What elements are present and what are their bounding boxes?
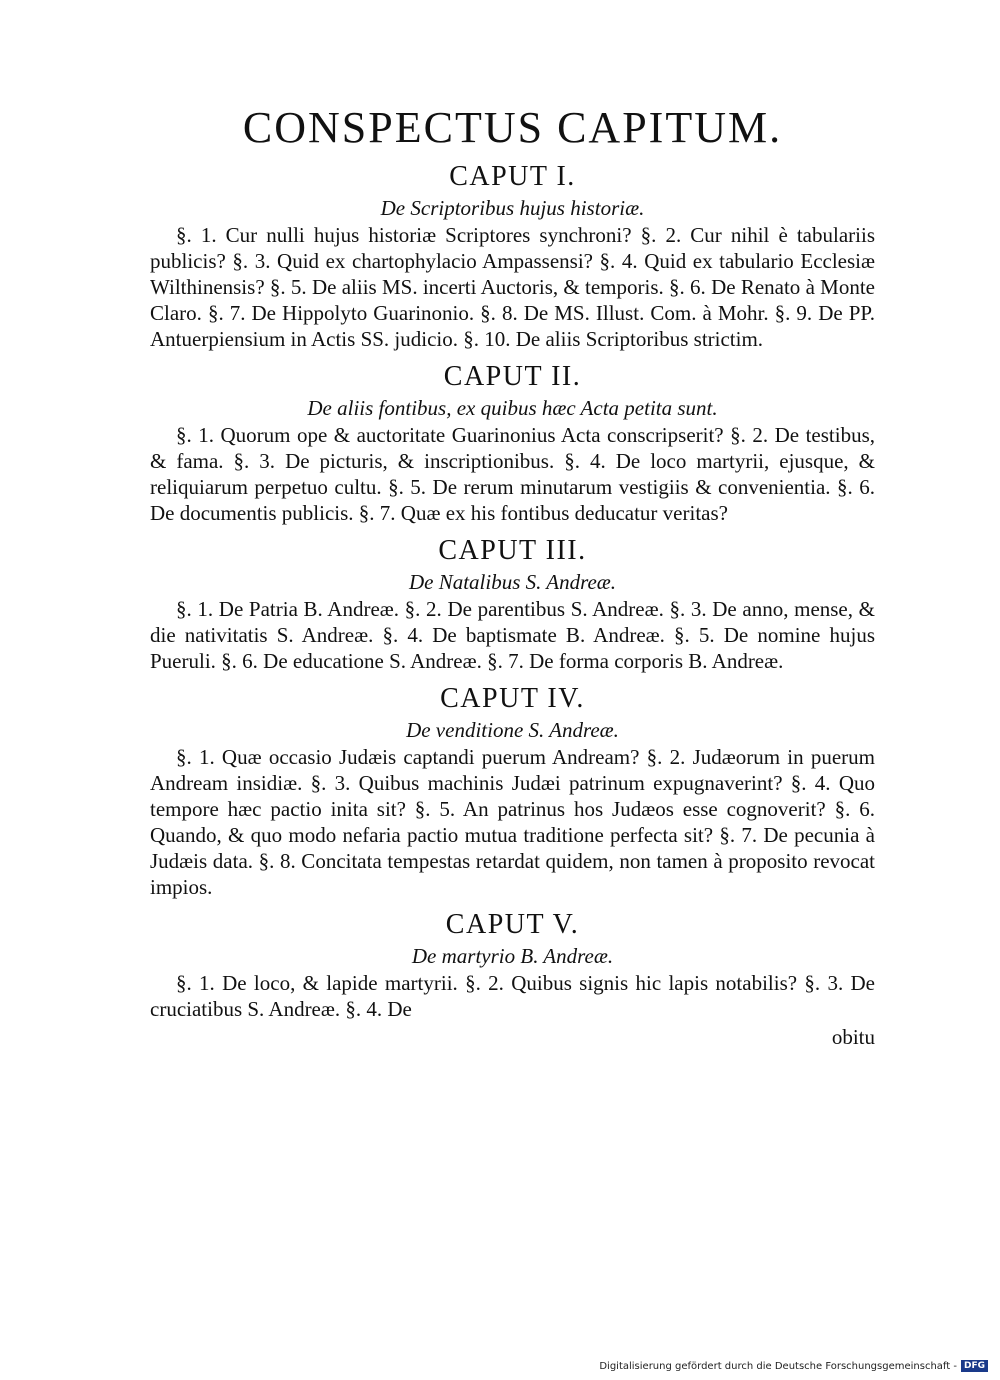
footer — [599, 1360, 988, 1372]
chapter-summary: §. 1. Quorum ope & auctoritate Guarinonius Acta conscripserit? §. 2. De testibus, & fama. §. 3. De picturis, & inscriptionibus. §. 4. De loco martyrii, ejusque, & reliquiarum perpetuo cultu. §. 5. De rerum minutarum vestigiis & convenientia. §. 6. De documentis publicis. §. 7. Quæ ex his fontibus deducatur veritas? — [150, 423, 875, 525]
chapter-summary: §. 1. Cur nulli hujus historiæ Scriptores synchroni? §. 2. Cur nihil è tabulariis publicis? §. 3. Quid ex chartophylacio Ampassensi? §. 4. Quid ex tabulario Ecclesiæ Wilthinensis? §. 5. De aliis MS. incerti Auctoris, & temporis. §. 6. De Renato à Monte Claro. §. 7. De Hippolyto Guarinonio. §. 8. De MS. Illust. Com. à Mohr. §. 9. De PP. Antuerpiensium in Actis SS. judicio. §. 10. De aliis Scriptoribus strictim. — [150, 223, 875, 351]
chapter-heading: CAPUT I. — [449, 161, 576, 192]
chapter-subtitle: De venditione S. Andreæ. — [406, 718, 619, 742]
chapter-2 — [150, 360, 875, 526]
chapter-heading: CAPUT V. — [445, 909, 580, 940]
chapter-1 — [150, 160, 875, 352]
footer-credit: Digitalisierung gefördert durch die Deutsche Forschungsgemeinschaft - — [599, 1360, 957, 1372]
chapter-subtitle: De Natalibus S. Andreæ. — [408, 570, 617, 594]
chapter-heading: CAPUT IV. — [440, 683, 585, 714]
chapter-heading: CAPUT II. — [443, 361, 582, 392]
chapter-subtitle: De Scriptoribus hujus historiæ. — [380, 196, 645, 220]
chapter-subtitle: De aliis fontibus, ex quibus hæc Acta petita sunt. — [307, 396, 718, 420]
chapter-heading: CAPUT III. — [438, 535, 587, 566]
chapter-summary: §. 1. De loco, & lapide martyrii. §. 2. Quibus signis hic lapis notabilis? §. 3. De cruciatibus S. Andreæ. §. 4. De — [150, 971, 875, 1021]
page-title: CONSPECTUS CAPITUM. — [242, 103, 783, 152]
chapter-summary: §. 1. Quæ occasio Judæis captandi puerum Andream? §. 2. Judæorum in puerum Andream insidiæ. §. 3. Quibus machinis Judæi patrinum expugnaverint? §. 4. Quo tempore hæc pactio inita sit? §. 5. An patrinus hos Judæos esse cognoverit? §. 6. Quando, & quo modo nefaria pactio mutua traditione perfecta sit? §. 7. De pecunia à Judæis data. §. 8. Concitata tempestas retardat quidem, non tamen à proposito revocat impios. — [150, 745, 875, 899]
chapter-5 — [150, 908, 875, 1022]
chapter-3 — [150, 534, 875, 674]
dfg-logo: DFG — [961, 1360, 988, 1372]
chapter-summary: §. 1. De Patria B. Andreæ. §. 2. De parentibus S. Andreæ. §. 3. De anno, mense, & die nativitatis S. Andreæ. §. 4. De baptismate B. Andreæ. §. 5. De nomine hujus Pueruli. §. 6. De educatione S. Andreæ. §. 7. De forma corporis B. Andreæ. — [150, 597, 875, 673]
chapter-4 — [150, 682, 875, 900]
chapter-subtitle: De martyrio B. Andreæ. — [411, 944, 614, 968]
document-page — [150, 100, 875, 1050]
catchword: obitu — [831, 1025, 875, 1049]
